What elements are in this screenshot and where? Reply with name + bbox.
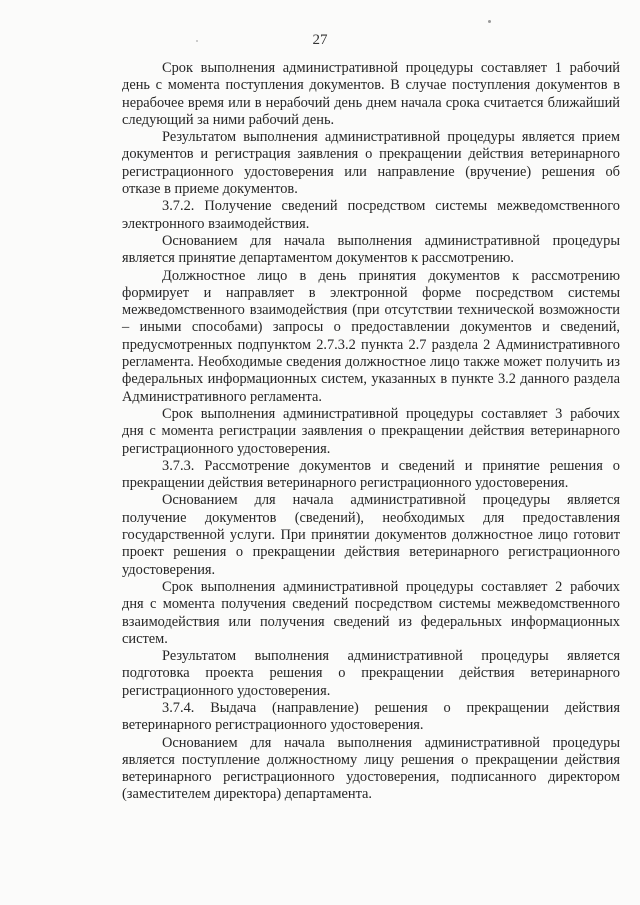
paragraph: Срок выполнения административной процедуры составляет 2 рабочих дня с момента получения сведений посредством системы межведомственного взаимодействия или получения сведений из федеральных информационных систем.: [122, 578, 620, 647]
paragraph: Должностное лицо в день принятия документов к рассмотрению формирует и направляет в электронной форме посредством системы межведомственного взаимодействия (при отсутствии технической возможности – иными способами) запросы о предоставлении документов и сведений, предусмотренных подпунктом 2.7.3.2 пункта 2.7 раздела 2 Административного регламента. Необходимые сведения должностное лицо также может получить из федеральных информационных систем, указанных в пункте 3.2 данного раздела Административного регламента.: [122, 267, 620, 405]
scan-dust-mark: [488, 20, 491, 23]
paragraph: Результатом выполнения административной процедуры является подготовка проекта решения о прекращении действия ветеринарного регистрационного удостоверения.: [122, 648, 620, 699]
page-number: 27: [312, 32, 328, 48]
paragraph: Срок выполнения административной процедуры составляет 1 рабочий день с момента поступления документов. В случае поступления документов в нерабочее время или в нерабочий день днем начала срока считается ближайший следующий за ними рабочий день.: [122, 60, 620, 128]
paragraph: Основанием для начала выполнения административной процедуры является принятие департаментом документов к рассмотрению.: [122, 232, 620, 267]
section-heading-3-7-4: 3.7.4. Выдача (направление) решения о прекращении действия ветеринарного регистрационного удостоверения.: [122, 699, 620, 734]
paragraph: Результатом выполнения административной процедуры является прием документов и регистрация заявления о прекращении действия ветеринарного регистрационного удостоверения или направление (вручение) решения об отказе в приеме документов.: [122, 129, 620, 198]
section-heading-3-7-2: 3.7.2. Получение сведений посредством системы межведомственного электронного взаимодействия.: [122, 198, 620, 232]
paragraph: Основанием для начала административной процедуры является получение документов (сведений), необходимых для предоставления государственной услуги. При принятии документов должностное лицо готовит проект решения о прекращении действия ветеринарного регистрационного удостоверения.: [122, 492, 620, 578]
section-heading-3-7-3: 3.7.3. Рассмотрение документов и сведений и принятие решения о прекращении действия ветеринарного регистрационного удостоверения.: [122, 457, 620, 492]
document-body: [122, 60, 620, 804]
paragraph: Срок выполнения административной процедуры составляет 3 рабочих дня с момента регистрации заявления о прекращении действия ветеринарного регистрационного удостоверения.: [122, 405, 620, 457]
paragraph: Основанием для начала выполнения административной процедуры является поступление должностному лицу решения о прекращении действия ветеринарного регистрационного удостоверения, подписанного директором (заместителем директора) департамента.: [122, 734, 620, 803]
